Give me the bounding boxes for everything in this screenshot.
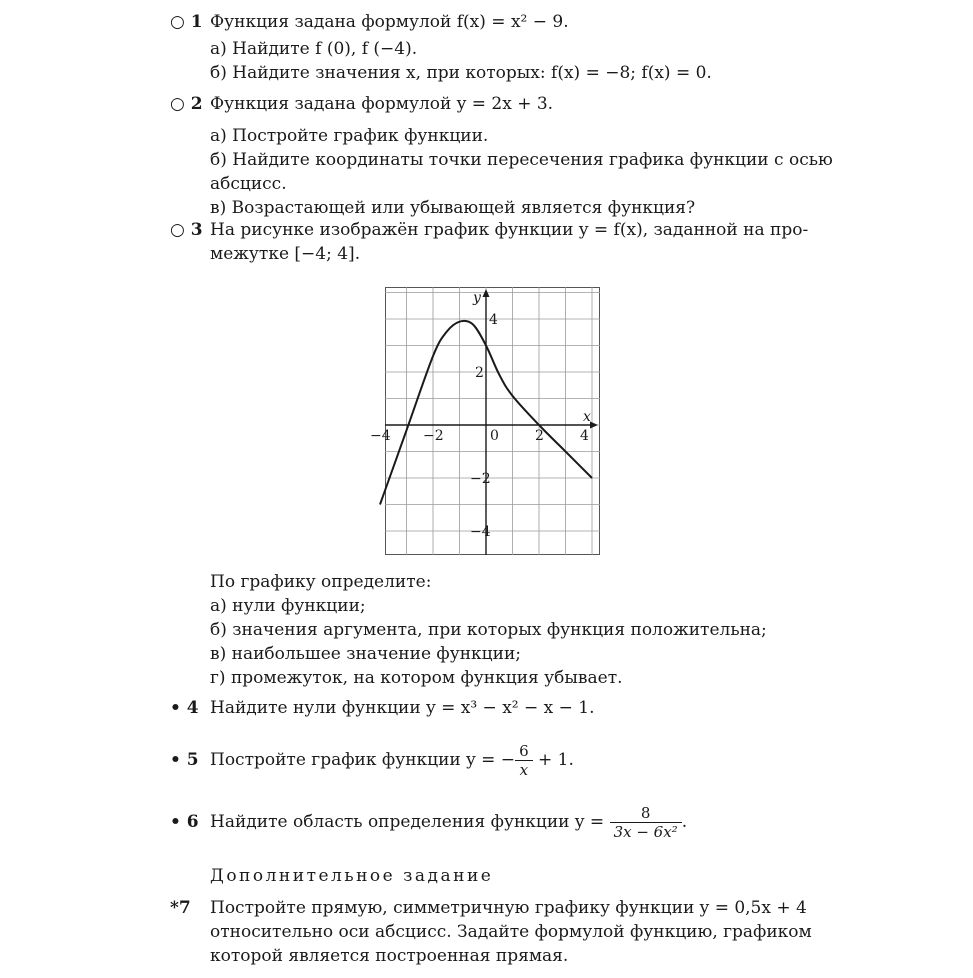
x-axis-arrow: [590, 422, 598, 429]
task-5-suffix: + 1.: [532, 750, 574, 770]
task-6: [170, 804, 820, 841]
task-5-number: • 5: [170, 750, 199, 770]
task-3-question-c: в) наибольшее значение функции;: [210, 644, 522, 664]
task-6-fraction: [610, 804, 682, 841]
task-2: [170, 92, 833, 220]
task-3-number: ○ 3: [170, 220, 203, 240]
task-5: [170, 742, 820, 779]
task-5-statement: Постройте график функции y = −: [210, 750, 516, 770]
task-3-question-d: г) промежуток, на котором функция убывает.: [210, 668, 623, 688]
task-3-questions: [170, 570, 820, 690]
task-6-number: • 6: [170, 812, 199, 832]
graph-axes: [385, 289, 598, 555]
task-3-question-intro: По графику определите:: [210, 572, 432, 592]
graph-tick-labels: [370, 312, 589, 540]
task-5-fraction-numerator: 6: [515, 742, 533, 761]
x-tick-label: 4: [580, 428, 589, 444]
task-2-sub-b-cont: абсцисс.: [210, 174, 287, 194]
task-3: [170, 218, 820, 266]
y-tick-label: 4: [489, 312, 498, 328]
task-5-fraction: [515, 742, 533, 779]
task-3-question-b: б) значения аргумента, при которых функция положительна;: [210, 620, 767, 640]
task-6-fraction-denominator: 3x − 6x²: [613, 823, 678, 841]
task-1: [170, 10, 820, 85]
task-7-line2: относительно оси абсцисс. Задайте формулой функцию, графиком: [210, 922, 812, 942]
x-tick-label: −2: [423, 428, 444, 444]
task-5-fraction-denominator: x: [519, 761, 529, 779]
task-4-statement: Найдите нули функции y = x³ − x² − x − 1.: [210, 698, 595, 718]
task-7: [170, 896, 820, 968]
task-7-line3: которой является построенная прямая.: [210, 946, 569, 966]
function-graph: [370, 287, 600, 555]
task-2-sub-b: б) Найдите координаты точки пересечения графика функции с осью: [210, 150, 833, 170]
additional-task-heading: Дополнительное задание: [210, 866, 494, 886]
task-3-question-a: а) нули функции;: [210, 596, 366, 616]
task-4-number: • 4: [170, 698, 199, 718]
task-1-number: ○ 1: [170, 12, 203, 32]
x-tick-label: −4: [370, 428, 391, 444]
task-1-sub-a: а) Найдите f (0), f (−4).: [210, 39, 418, 59]
task-1-statement: Функция задана формулой f(x) = x² − 9.: [210, 12, 569, 32]
task-2-sub-c: в) Возрастающей или убывающей является функция?: [210, 198, 696, 218]
task-6-fraction-numerator: 8: [610, 804, 682, 823]
task-3-statement-line1: На рисунке изображён график функции y = f(x), заданной на про-: [210, 220, 809, 240]
task-6-suffix: .: [681, 812, 688, 832]
x-axis-label: x: [583, 409, 591, 425]
x-tick-label: 0: [490, 428, 499, 444]
task-6-statement: Найдите область определения функции y =: [210, 812, 610, 832]
task-7-number: *7: [170, 898, 191, 918]
task-2-sub-a: а) Постройте график функции.: [210, 126, 489, 146]
y-axis-label: y: [473, 290, 481, 306]
task-2-number: ○ 2: [170, 94, 203, 114]
task-3-statement-line2: межутке [−4; 4].: [210, 244, 361, 264]
y-tick-label: 2: [475, 365, 484, 381]
task-4: [170, 696, 820, 720]
task-7-line1: Постройте прямую, симметричную графику функции y = 0,5x + 4: [210, 898, 807, 918]
y-axis-arrow: [483, 289, 490, 297]
task-2-statement: Функция задана формулой y = 2x + 3.: [210, 94, 554, 114]
y-tick-label: −4: [470, 524, 491, 540]
y-tick-label: −2: [470, 471, 491, 487]
task-1-sub-b: б) Найдите значения x, при которых: f(x) = −8; f(x) = 0.: [210, 63, 712, 83]
x-tick-label: 2: [535, 428, 544, 444]
